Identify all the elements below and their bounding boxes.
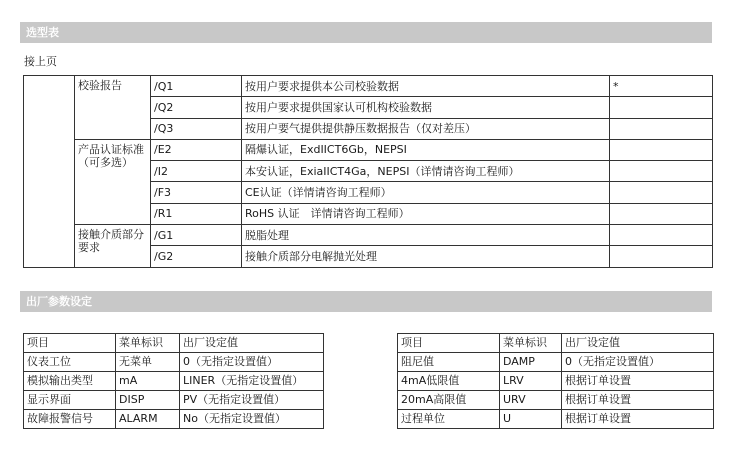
option-mark bbox=[610, 203, 713, 224]
factory-value: PV（无指定设置值） bbox=[180, 391, 324, 410]
option-mark bbox=[610, 118, 713, 139]
factory-value: 0（无指定设置值） bbox=[562, 353, 714, 372]
option-description: 按用户要求提供本公司校验数据 bbox=[242, 76, 610, 97]
option-description: 本安认证，ExiaIICT4Ga，NEPSI（详情请咨询工程师） bbox=[242, 161, 610, 182]
factory-value: 0（无指定设置值） bbox=[180, 353, 324, 372]
menu-id: LRV bbox=[500, 372, 562, 391]
table-row bbox=[24, 391, 324, 410]
option-mark bbox=[610, 246, 713, 267]
option-description: RoHS 认证 详情请咨询工程师） bbox=[242, 203, 610, 224]
option-description: 接触介质部分电解抛光处理 bbox=[242, 246, 610, 267]
factory-value: 根据订单设置 bbox=[562, 372, 714, 391]
param-item: 故障报警信号 bbox=[24, 410, 116, 429]
option-mark bbox=[610, 139, 713, 160]
menu-id: mA bbox=[116, 372, 180, 391]
menu-id: U bbox=[500, 410, 562, 429]
param-item: 4mA低限值 bbox=[398, 372, 500, 391]
table-row bbox=[398, 410, 714, 429]
continued-label: 接上页 bbox=[24, 55, 57, 68]
table-row bbox=[398, 353, 714, 372]
option-code: /Q2 bbox=[151, 97, 242, 118]
option-code: /E2 bbox=[151, 139, 242, 160]
option-code: /Q1 bbox=[151, 76, 242, 97]
option-code: /G1 bbox=[151, 225, 242, 246]
column-header: 出厂设定值 bbox=[180, 334, 324, 353]
factory-value: No（无指定设置值） bbox=[180, 410, 324, 429]
table-row bbox=[398, 372, 714, 391]
param-item: 模拟输出类型 bbox=[24, 372, 116, 391]
factory-params-table-left bbox=[23, 333, 324, 429]
option-description: CE认证（详情请咨询工程师） bbox=[242, 182, 610, 203]
option-mark bbox=[610, 97, 713, 118]
option-code: /G2 bbox=[151, 246, 242, 267]
selection-row bbox=[24, 76, 713, 97]
option-code: /I2 bbox=[151, 161, 242, 182]
option-code: /R1 bbox=[151, 203, 242, 224]
option-group-name: 校验报告 bbox=[75, 76, 151, 140]
table-row bbox=[398, 391, 714, 410]
param-item: 仪表工位 bbox=[24, 353, 116, 372]
param-item: 阻尼值 bbox=[398, 353, 500, 372]
option-mark: * bbox=[610, 76, 713, 97]
option-description: 脱脂处理 bbox=[242, 225, 610, 246]
option-group-name: 产品认证标准（可多选） bbox=[75, 139, 151, 224]
column-header: 项目 bbox=[24, 334, 116, 353]
option-mark bbox=[610, 225, 713, 246]
factory-section-header: 出厂参数设定 bbox=[20, 291, 712, 312]
column-header: 菜单标识 bbox=[500, 334, 562, 353]
option-description: 按用户要求提供国家认可机构校验数据 bbox=[242, 97, 610, 118]
selection-table bbox=[23, 75, 713, 268]
option-description: 按用户要气提供提供静压数据报告（仅对差压） bbox=[242, 118, 610, 139]
table-row bbox=[24, 372, 324, 391]
table-row bbox=[24, 410, 324, 429]
header-row bbox=[24, 334, 324, 353]
factory-value: 根据订单设置 bbox=[562, 391, 714, 410]
option-code: /F3 bbox=[151, 182, 242, 203]
factory-params-table-right bbox=[397, 333, 714, 429]
column-header: 出厂设定值 bbox=[562, 334, 714, 353]
selection-section-header: 选型表 bbox=[20, 22, 712, 43]
table-row bbox=[24, 353, 324, 372]
menu-id: 无菜单 bbox=[116, 353, 180, 372]
option-code: /Q3 bbox=[151, 118, 242, 139]
selection-row bbox=[24, 139, 713, 160]
blank-cell bbox=[24, 76, 75, 268]
selection-row bbox=[24, 225, 713, 246]
factory-value: LINER（无指定设置值） bbox=[180, 372, 324, 391]
menu-id: DISP bbox=[116, 391, 180, 410]
menu-id: DAMP bbox=[500, 353, 562, 372]
option-group-name: 接触介质部分要求 bbox=[75, 225, 151, 268]
menu-id: ALARM bbox=[116, 410, 180, 429]
param-item: 20mA高限值 bbox=[398, 391, 500, 410]
factory-value: 根据订单设置 bbox=[562, 410, 714, 429]
column-header: 菜单标识 bbox=[116, 334, 180, 353]
column-header: 项目 bbox=[398, 334, 500, 353]
option-mark bbox=[610, 182, 713, 203]
option-description: 隔爆认证，ExdIICT6Gb，NEPSI bbox=[242, 139, 610, 160]
param-item: 显示界面 bbox=[24, 391, 116, 410]
menu-id: URV bbox=[500, 391, 562, 410]
option-mark bbox=[610, 161, 713, 182]
header-row bbox=[398, 334, 714, 353]
param-item: 过程单位 bbox=[398, 410, 500, 429]
